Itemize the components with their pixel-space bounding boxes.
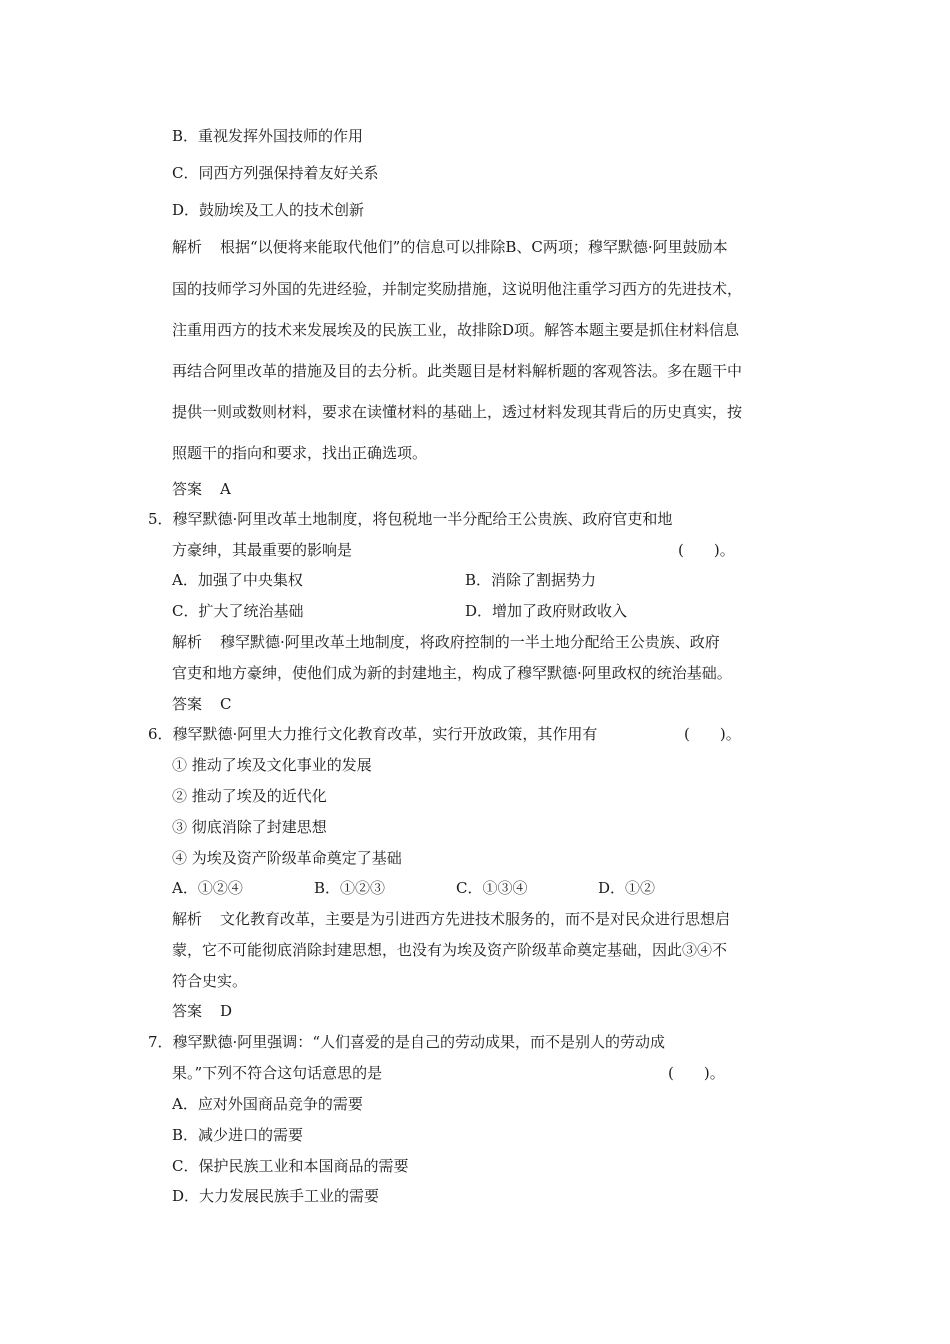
q6-analysis-line-2: 蒙，它不可能彻底消除封建思想，也没有为埃及资产阶级革命奠定基础，因此③④不 xyxy=(172,941,728,959)
q4-option-d: D．鼓励埃及工人的技术创新 xyxy=(172,201,365,219)
q5-answer-value: C xyxy=(220,695,232,713)
q5-answer xyxy=(172,694,232,714)
q7-option-b: B．减少进口的需要 xyxy=(172,1126,304,1144)
q6-option-d: D．①② xyxy=(598,879,656,897)
q6-option-a: A．①②④ xyxy=(172,879,243,897)
q4-analysis-line-5: 提供一则或数则材料，要求在读懂材料的基础上，透过材料发现其背后的历史真实，按 xyxy=(172,403,743,421)
q4-analysis-text: 根据“以便将来能取代他们”的信息可以排除B、C两项；穆罕默德·阿里鼓励本 xyxy=(220,238,728,256)
q5-answer-blank: ( )。 xyxy=(678,541,735,559)
q6-analysis-line-3: 符合史实。 xyxy=(172,972,248,990)
q6-answer xyxy=(172,1001,232,1021)
q4-option-c: C．同西方列强保持着友好关系 xyxy=(172,164,379,182)
q6-analysis-label: 解析 xyxy=(172,910,203,928)
q7-answer-blank: ( )。 xyxy=(668,1064,725,1082)
q4-analysis-line-2: 国的技师学习外国的先进经验，并制定奖励措施，这说明他注重学习西方的先进技术， xyxy=(172,280,743,298)
q7-stem-line-2: 果。”下列不符合这句话意思的是 xyxy=(172,1064,383,1082)
q6-item-4: ④ 为埃及资产阶级革命奠定了基础 xyxy=(172,849,402,867)
q4-analysis-line-3: 注重用西方的技术来发展埃及的民族工业，故排除D项。解答本题主要是抓住材料信息 xyxy=(172,321,740,339)
q4-analysis-label: 解析 xyxy=(172,238,203,256)
q6-item-1: ① 推动了埃及文化事业的发展 xyxy=(172,756,372,774)
q6-option-c: C．①③④ xyxy=(456,879,528,897)
q6-option-b: B．①②③ xyxy=(314,879,386,897)
q5-analysis-line-2: 官吏和地方豪绅，使他们成为新的封建地主，构成了穆罕默德·阿里政权的统治基础。 xyxy=(172,664,732,682)
q4-answer xyxy=(172,479,231,499)
q7-stem-line-1: 7．穆罕默德·阿里强调：“人们喜爱的是自己的劳动成果，而不是别人的劳动成 xyxy=(148,1033,665,1051)
q7-option-d: D．大力发展民族手工业的需要 xyxy=(172,1187,380,1205)
q5-stem-line-1: 5．穆罕默德·阿里改革土地制度，将包税地一半分配给王公贵族、政府官吏和地 xyxy=(148,510,673,528)
q6-answer-value: D xyxy=(220,1002,233,1020)
q6-item-3: ③ 彻底消除了封建思想 xyxy=(172,818,327,836)
q5-analysis-label: 解析 xyxy=(172,633,203,651)
q4-analysis-line-4: 再结合阿里改革的措施及目的去分析。此类题目是材料解析题的客观答法。多在题干中 xyxy=(172,362,743,380)
q6-analysis-line-1 xyxy=(172,909,730,929)
q4-option-b: B．重视发挥外国技师的作用 xyxy=(172,127,364,145)
q6-answer-blank: ( )。 xyxy=(684,725,741,743)
q4-answer-value: A xyxy=(220,480,231,498)
q6-analysis-text: 文化教育改革，主要是为引进西方先进技术服务的，而不是对民众进行思想启 xyxy=(220,910,731,928)
q7-option-a: A．应对外国商品竞争的需要 xyxy=(172,1095,363,1113)
q6-item-2: ② 推动了埃及的近代化 xyxy=(172,787,327,805)
q5-analysis-text: 穆罕默德·阿里改革土地制度，将政府控制的一半土地分配给王公贵族、政府 xyxy=(220,633,720,651)
q6-answer-label: 答案 xyxy=(172,1002,203,1020)
q5-option-b: B．消除了割据势力 xyxy=(465,571,597,589)
q4-analysis-line-6: 照题干的指向和要求，找出正确选项。 xyxy=(172,444,428,462)
q5-option-d: D．增加了政府财政收入 xyxy=(465,602,628,620)
q5-stem-line-2: 方豪绅，其最重要的影响是 xyxy=(172,541,353,559)
q4-analysis-line-1 xyxy=(172,237,728,257)
q7-option-c: C．保护民族工业和本国商品的需要 xyxy=(172,1157,409,1175)
q5-answer-label: 答案 xyxy=(172,695,203,713)
q5-analysis-line-1 xyxy=(172,632,720,652)
q5-option-a: A．加强了中央集权 xyxy=(172,571,303,589)
q6-stem: 6．穆罕默德·阿里大力推行文化教育改革，实行开放政策，其作用有 xyxy=(148,725,598,743)
q4-answer-label: 答案 xyxy=(172,480,203,498)
q5-option-c: C．扩大了统治基础 xyxy=(172,602,304,620)
